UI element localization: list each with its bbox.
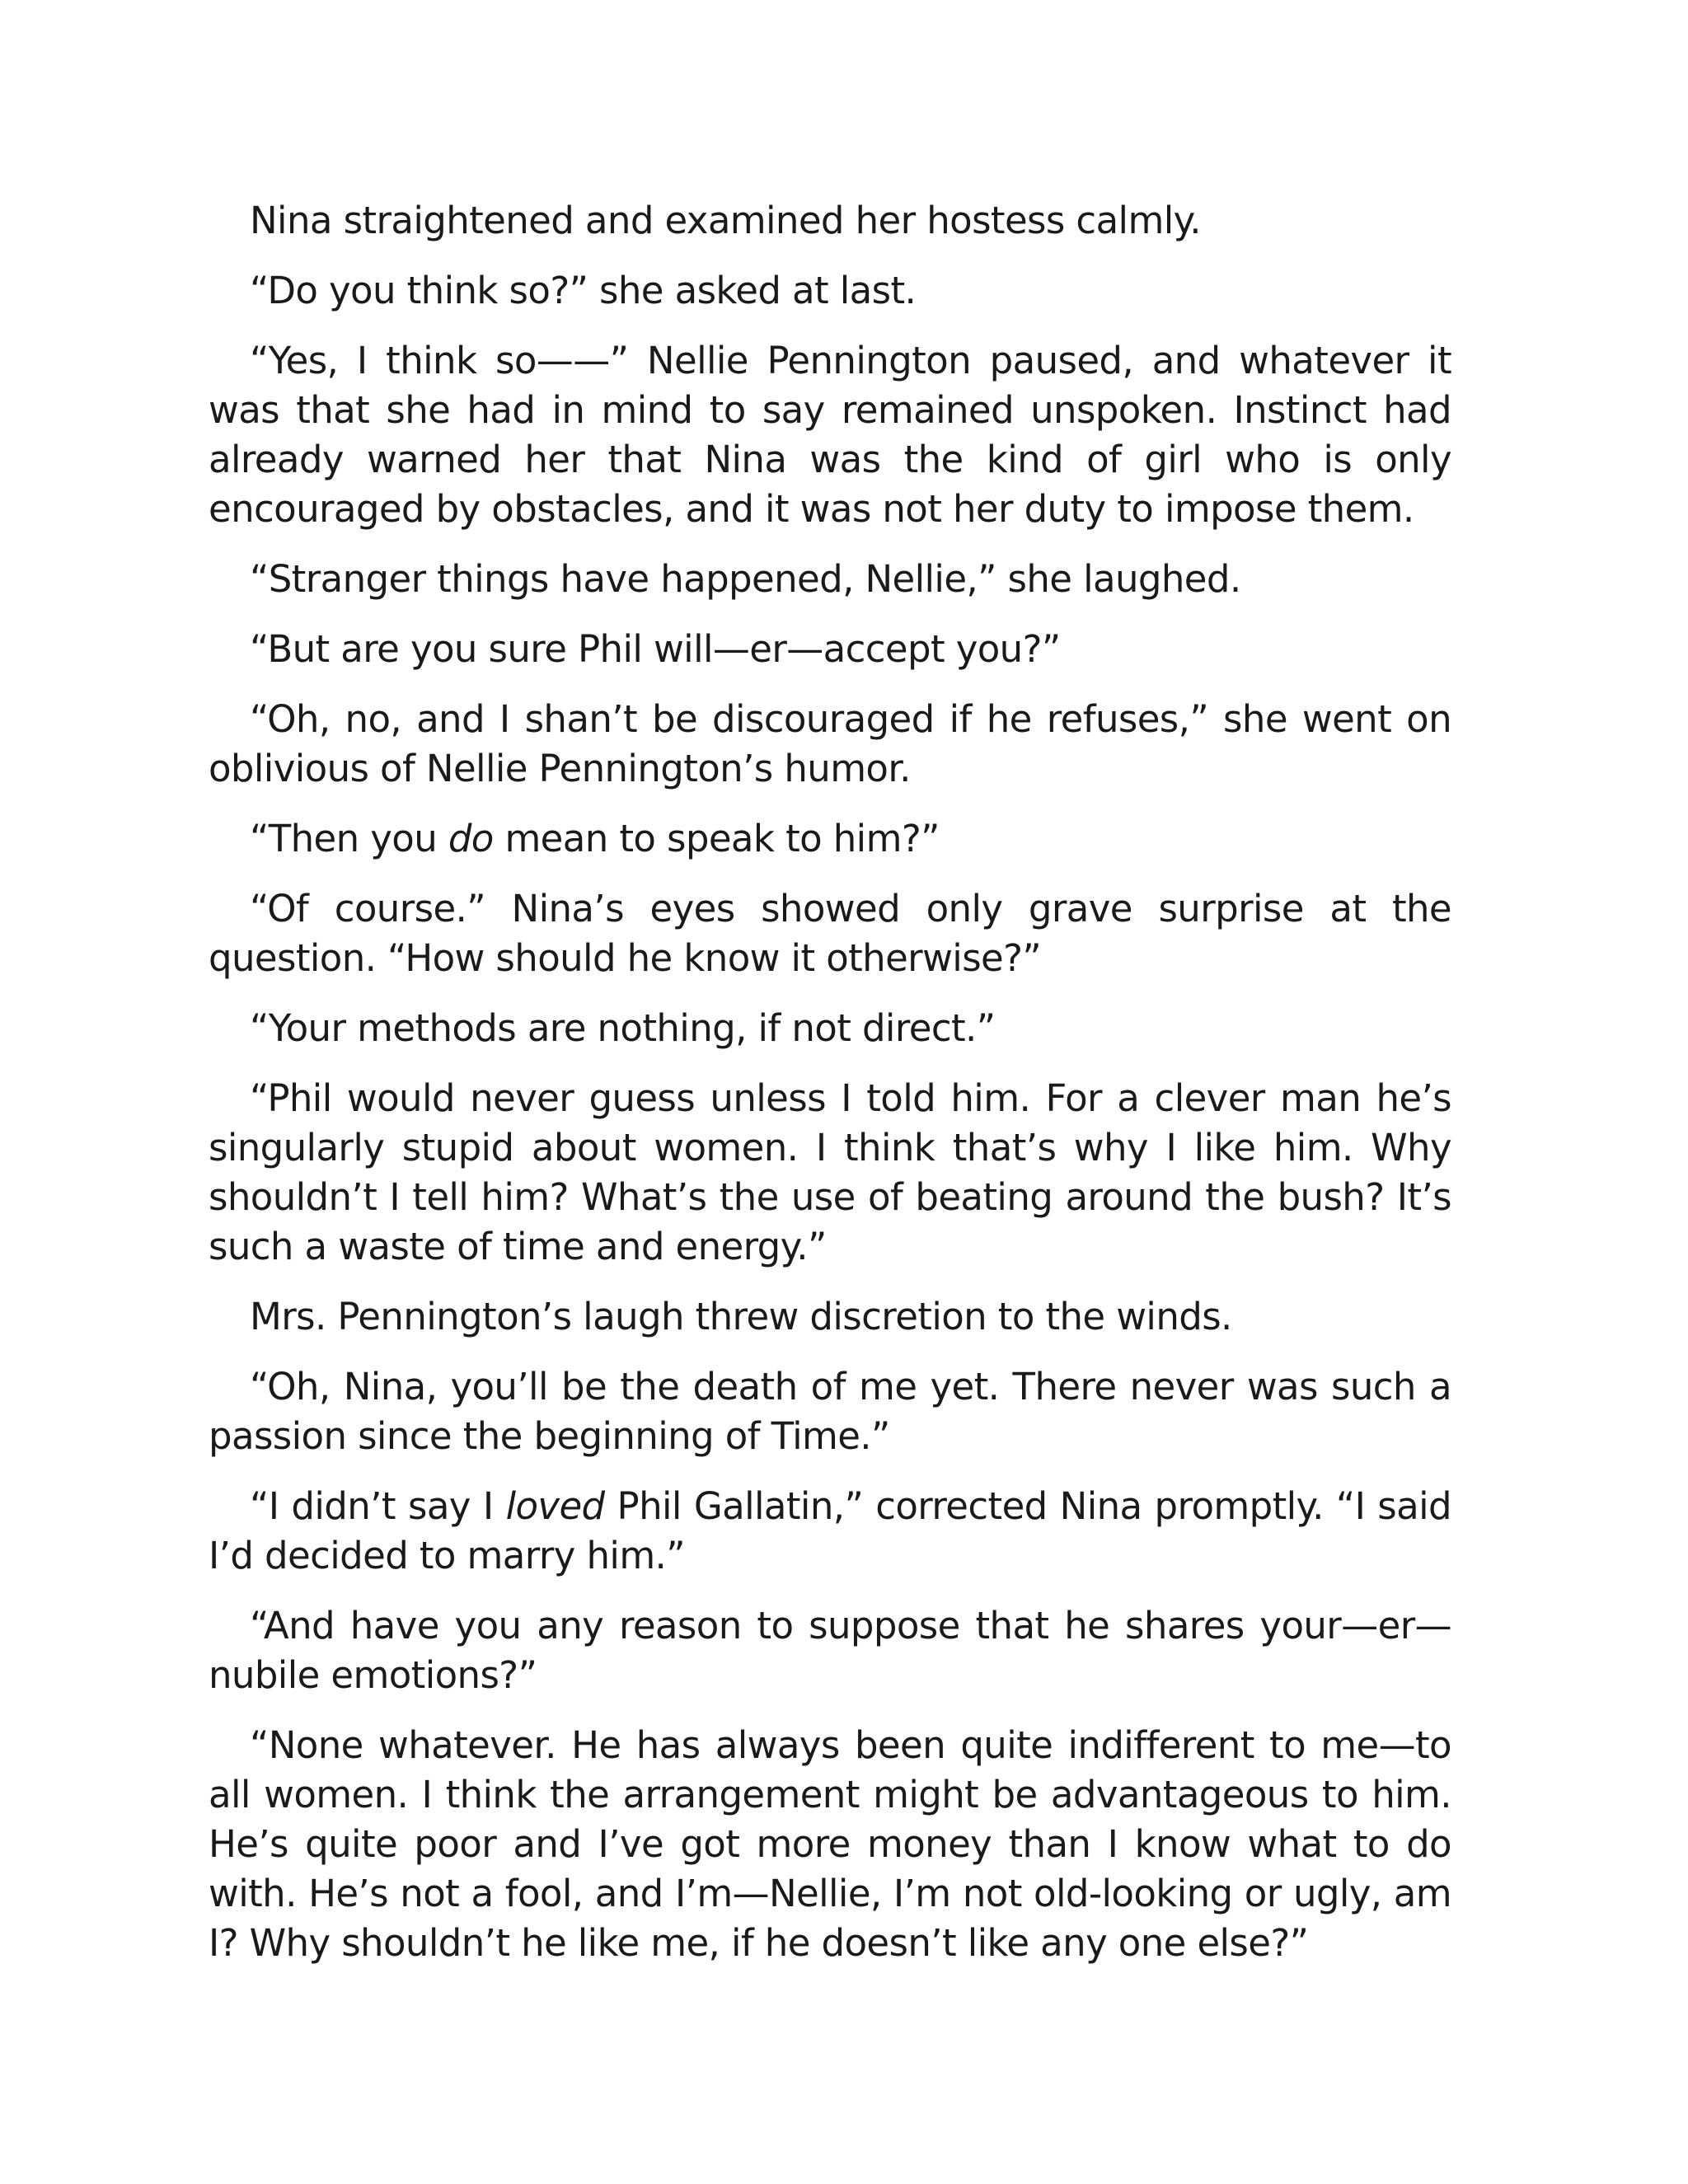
paragraph bbox=[209, 1292, 1451, 1342]
paragraph bbox=[209, 1362, 1451, 1461]
text-run: “And have you any reason to suppose that he shares your—er—nubile emotions?” bbox=[209, 1604, 1451, 1697]
paragraph bbox=[209, 555, 1451, 604]
text-run: mean to speak to him?” bbox=[493, 817, 940, 860]
page-text bbox=[209, 196, 1451, 1989]
paragraph bbox=[209, 1721, 1451, 1968]
paragraph bbox=[209, 1601, 1451, 1700]
paragraph bbox=[209, 196, 1451, 246]
paragraph bbox=[209, 336, 1451, 534]
text-run: “Do you think so?” she asked at last. bbox=[250, 269, 917, 312]
paragraph bbox=[209, 695, 1451, 794]
text-run: Mrs. Pennington’s laugh threw discretion to the winds. bbox=[250, 1295, 1232, 1338]
text-run: Phil Gallatin,” corrected Nina promptly. “I said I’d decided to marry him.” bbox=[209, 1484, 1451, 1577]
text-run: “Yes, I think so——” Nellie Pennington paused, and whatever it was that she had in mind to say remained unspoken. Instinct had already warned her that Nina was the kind of girl who is only encouraged by obstacles, and it was not her duty to impose them. bbox=[209, 339, 1451, 531]
paragraph bbox=[209, 884, 1451, 983]
text-run: “Oh, Nina, you’ll be the death of me yet. There never was such a passion since the beginning of Time.” bbox=[209, 1365, 1451, 1458]
text-run: “Of course.” Nina’s eyes showed only grave surprise at the question. “How should he know it otherwise?” bbox=[209, 887, 1451, 980]
paragraph bbox=[209, 1004, 1451, 1053]
text-run: “Oh, no, and I shan’t be discouraged if he refuses,” she went on oblivious of Nellie Pennington’s humor. bbox=[209, 697, 1451, 790]
text-run: Nina straightened and examined her hostess calmly. bbox=[250, 199, 1201, 242]
text-run: “I didn’t say I bbox=[250, 1484, 506, 1528]
paragraph bbox=[209, 1074, 1451, 1272]
text-run: “Stranger things have happened, Nellie,” she laughed. bbox=[250, 557, 1241, 601]
text-run: “Phil would never guess unless I told him. For a clever man he’s singularly stupid about women. I think that’s why I like him. Why shouldn’t I tell him? What’s the use of beating around the bush? It’s such a waste of time and energy.” bbox=[209, 1076, 1451, 1268]
text-run: “Then you bbox=[250, 817, 448, 860]
text-run: “None whatever. He has always been quite indifferent to me—to all women. I think the arrangement might be advantageous to him. He’s quite poor and I’ve got more money than I know what to do with. He’s not a fool, and I’m—Nellie, I’m not old-looking or ugly, am I? Why shouldn’t he like me, if he doesn’t like any one else?” bbox=[209, 1723, 1451, 1965]
italic-text-run: loved bbox=[505, 1484, 605, 1528]
paragraph bbox=[209, 266, 1451, 316]
text-run: “Your methods are nothing, if not direct.” bbox=[250, 1006, 996, 1050]
paragraph bbox=[209, 814, 1451, 864]
text-run: “But are you sure Phil will—er—accept you?” bbox=[250, 627, 1061, 671]
paragraph bbox=[209, 625, 1451, 674]
italic-text-run: do bbox=[448, 817, 494, 860]
paragraph bbox=[209, 1482, 1451, 1581]
